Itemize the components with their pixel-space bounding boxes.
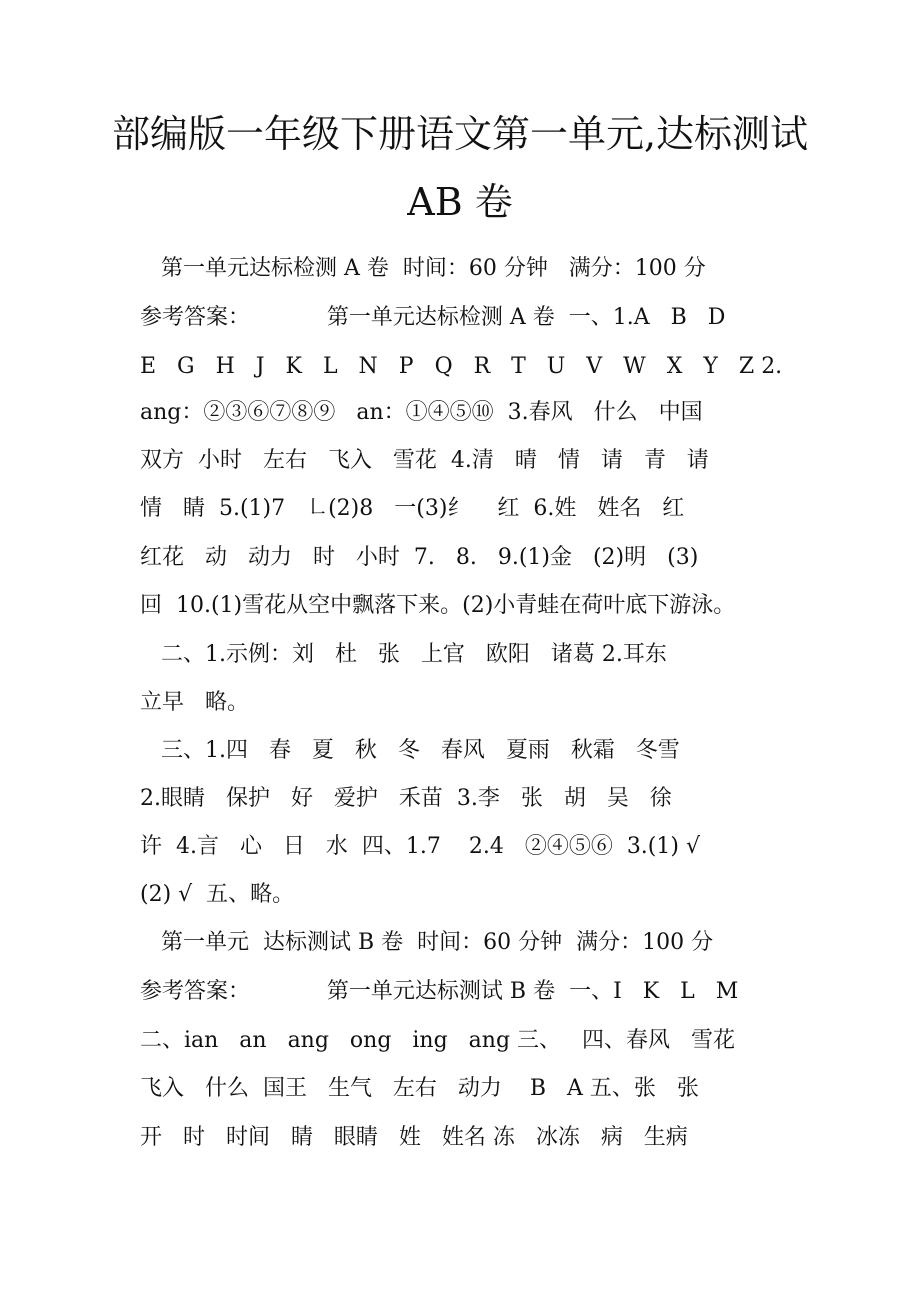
text-line: 情 睛 5.(1)7 ㇗(2)8 一(3)纟 红 6.姓 姓名 红 [140, 496, 685, 521]
text-line: 许 4.言 心 日 水 四、1.7 2.4 ②④⑤⑥ 3.(1) √ [140, 834, 700, 859]
text-line: 二、1.示例：刘 杜 张 上官 欧阳 诸葛 2.耳东 [140, 642, 667, 667]
text-line: 回 10.(1)雪花从空中飘落下来。(2)小青蛙在荷叶底下游泳。 [140, 593, 736, 618]
text-line: 开 时 时间 睛 眼睛 姓 姓名 冻 冰冻 病 生病 [140, 1125, 688, 1150]
text-line: 红花 动 动力 时 小时 7. 8. 9.(1)金 (2)明 (3) [140, 545, 699, 570]
text-line: 三、1.四 春 夏 秋 冬 春风 夏雨 秋霜 冬雪 [140, 738, 680, 763]
text-line: 2.眼睛 保护 好 爱护 禾苗 3.李 张 胡 吴 徐 [140, 786, 672, 811]
text-line: 第一单元达标检测 A 卷 时间：60 分钟 满分：100 分 [140, 256, 706, 281]
text-line: 立早 略。 [140, 690, 249, 715]
text-line: 二、ian an ang ong ing ang 三、 四、春风 雪花 [140, 1028, 735, 1053]
document-title-line-1: 部编版一年级下册语文第一单元,达标测试 [111, 112, 809, 156]
text-line: E G H J K L N P Q R T U V W X Y Z 2. [140, 354, 783, 379]
document-title-line-2: AB 卷 [407, 180, 513, 224]
text-line: (2) √ 五、略。 [140, 882, 295, 907]
text-line: 双方 小时 左右 飞入 雪花 4.清 晴 情 请 青 请 [140, 448, 709, 473]
text-line: 参考答案： 第一单元达标检测 A 卷 一、1.A B D [140, 305, 726, 330]
text-line: 参考答案： 第一单元达标测试 B 卷 一、I K L M [140, 979, 739, 1004]
text-line: ang：②③⑥⑦⑧⑨ an：①④⑤⑩ 3.春风 什么 中国 [140, 400, 703, 425]
text-line: 第一单元 达标测试 B 卷 时间：60 分钟 满分：100 分 [140, 930, 714, 955]
text-line: 飞入 什么 国王 生气 左右 动力 B A 五、张 张 [140, 1076, 699, 1101]
